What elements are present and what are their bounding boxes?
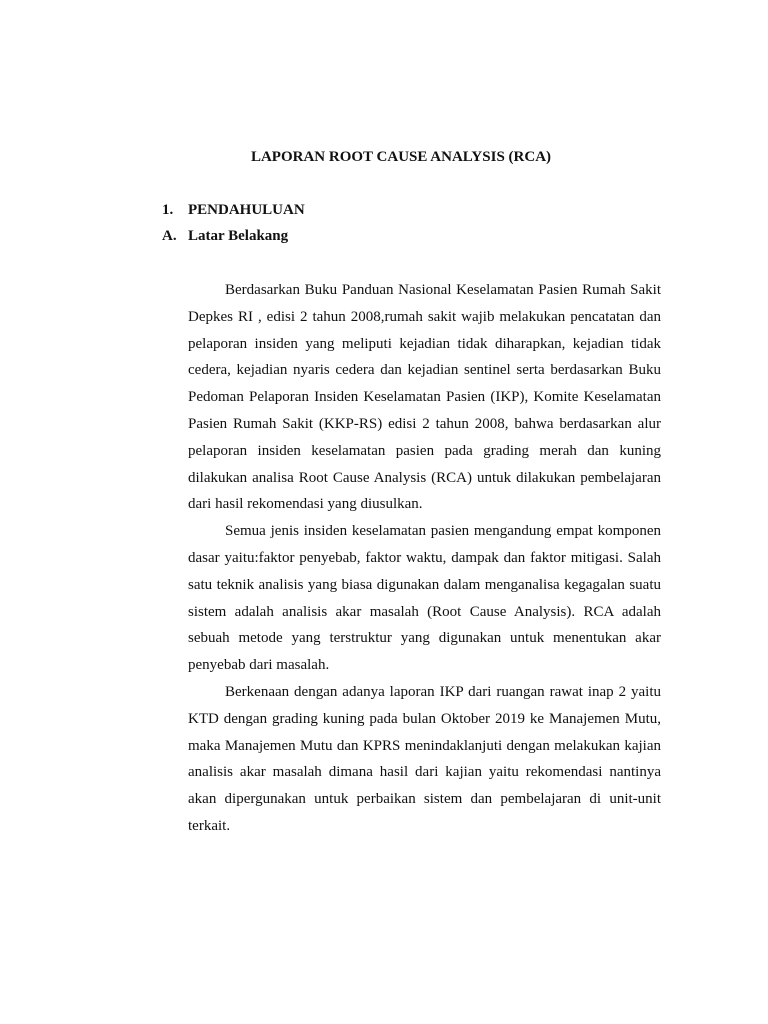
document-title: LAPORAN ROOT CAUSE ANALYSIS (RCA): [250, 149, 552, 165]
paragraph-2: Semua jenis insiden keselamatan pasien mengandung empat komponen dasar yaitu:faktor penyebab, faktor waktu, dampak dan faktor mitigasi. Salah satu teknik analisis yang biasa digunakan dalam menganalisa kegagalan suatu sistem adalah analisis akar masalah (Root Cause Analysis). RCA adalah sebuah metode yang terstruktur yang digunakan untuk menentukan akar penyebab dari masalah.: [188, 523, 661, 674]
subsection-title: Latar Belakang: [188, 228, 289, 244]
subsection-number: A.: [162, 228, 177, 244]
section-number: 1.: [162, 202, 174, 218]
paragraph-3: Berkenaan dengan adanya laporan IKP dari ruangan rawat inap 2 yaitu KTD dengan grading kuning pada bulan Oktober 2019 ke Manajemen Mutu, maka Manajemen Mutu dan KPRS menindaklanjuti dengan melakukan kajian analisis akar masalah dimana hasil dari kajian yaitu rekomendasi nantinya akan dipergunakan untuk perbaikan sistem dan pembelajaran di unit-unit terkait.: [188, 683, 661, 834]
section-title: PENDAHULUAN: [188, 202, 305, 218]
section-heading: [162, 200, 305, 220]
body-text: [188, 277, 661, 840]
subsection-heading: [162, 226, 288, 246]
paragraph-1: Berdasarkan Buku Panduan Nasional Keselamatan Pasien Rumah Sakit Depkes RI , edisi 2 tahun 2008,rumah sakit wajib melakukan pencatatan dan pelaporan insiden yang meliputi kejadian tidak diharapkan, kejadian tidak cedera, kejadian nyaris cedera dan kejadian sentinel serta berdasarkan Buku Pedoman Pelaporan Insiden Keselamatan Pasien (IKP), Komite Keselamatan Pasien Rumah Sakit (KKP-RS) edisi 2 tahun 2008, bahwa berdasarkan alur pelaporan insiden keselamatan pasien pada grading merah dan kuning dilakukan analisa Root Cause Analysis (RCA) untuk dilakukan pembelajaran dari hasil rekomendasi yang diusulkan.: [188, 282, 661, 513]
